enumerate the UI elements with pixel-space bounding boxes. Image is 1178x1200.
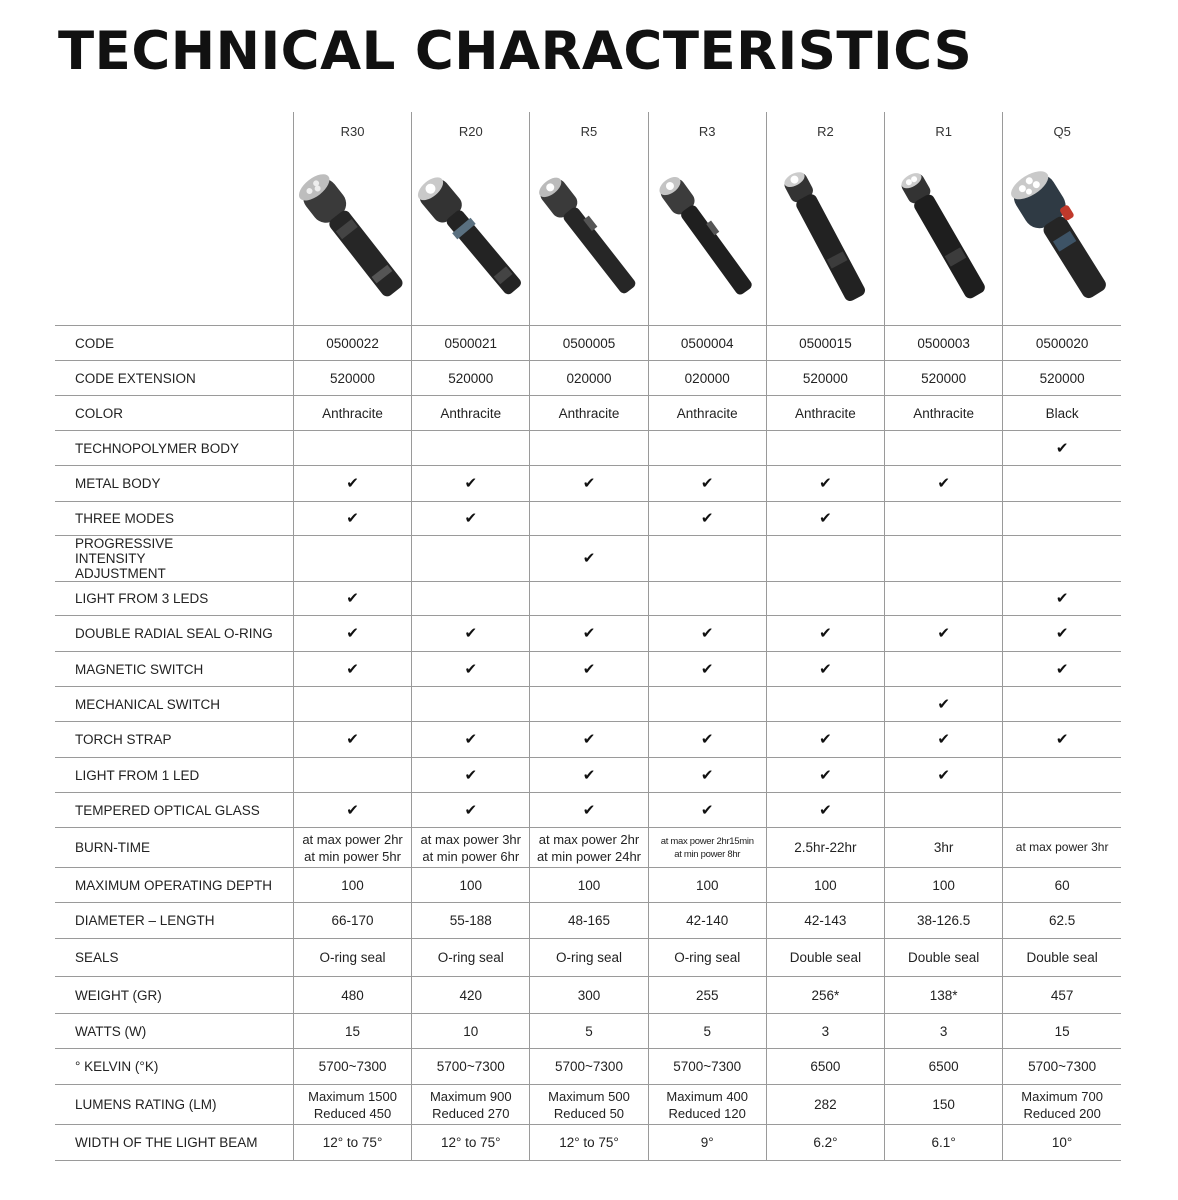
spec-cell: 3 xyxy=(885,1014,1003,1049)
checkmark-icon: ✔ xyxy=(346,800,359,819)
spec-cell: 15 xyxy=(1003,1014,1121,1049)
checkmark-icon: ✔ xyxy=(582,765,596,784)
flashlight-r30-image xyxy=(297,162,409,312)
spec-cell: 457 xyxy=(1003,977,1121,1014)
empty-cell xyxy=(648,431,766,466)
spec-table xyxy=(55,112,1121,1161)
checkmark-icon: ✔ xyxy=(937,624,950,642)
spec-row-tempered-optical-glass xyxy=(55,793,1121,828)
row-label: WEIGHT (GR) xyxy=(55,977,293,1014)
spec-cell-line: Reduced 200 xyxy=(1023,1105,1101,1121)
spec-cell: 60 xyxy=(1003,868,1121,903)
model-name: R30 xyxy=(340,124,365,139)
spec-row-maximum-operating-depth xyxy=(55,868,1121,903)
checkmark-icon: ✔ xyxy=(819,765,832,784)
check-cell xyxy=(648,722,766,758)
check-cell xyxy=(648,758,766,793)
empty-cell xyxy=(766,431,884,466)
empty-cell xyxy=(648,687,766,722)
spec-row-watts-w xyxy=(55,1014,1121,1049)
spec-cell: Anthracite xyxy=(412,396,530,431)
checkmark-icon: ✔ xyxy=(937,474,950,492)
spec-cell-line: at max power 2hr xyxy=(538,831,640,847)
spec-row-weight-gr xyxy=(55,977,1121,1014)
spec-cell: 150 xyxy=(885,1085,1003,1125)
spec-cell xyxy=(293,1085,411,1125)
flashlight-r1-image xyxy=(888,162,1000,312)
spec-cell: 100 xyxy=(293,868,411,903)
spec-cell: 48-165 xyxy=(530,903,648,939)
spec-cell: Anthracite xyxy=(293,396,411,431)
check-cell xyxy=(885,466,1003,502)
spec-cell: 42-143 xyxy=(766,903,884,939)
spec-cell: 520000 xyxy=(412,361,530,396)
empty-cell xyxy=(293,536,411,582)
check-cell xyxy=(412,652,530,687)
empty-cell xyxy=(648,582,766,616)
check-cell xyxy=(766,652,884,687)
empty-cell xyxy=(885,652,1003,687)
spec-cell-line: Maximum 1500 xyxy=(308,1088,397,1104)
spec-cell: 0500003 xyxy=(885,326,1003,361)
check-cell xyxy=(530,616,648,652)
check-cell xyxy=(530,722,648,758)
checkmark-icon: ✔ xyxy=(464,800,478,819)
spec-cell xyxy=(1003,1085,1121,1125)
checkmark-icon: ✔ xyxy=(700,659,714,678)
check-cell xyxy=(530,652,648,687)
row-label: METAL BODY xyxy=(55,466,293,502)
check-cell xyxy=(1003,722,1121,758)
spec-cell: 55-188 xyxy=(412,903,530,939)
empty-cell xyxy=(530,502,648,536)
model-header-q5 xyxy=(1003,112,1121,326)
row-label: LUMENS RATING (LM) xyxy=(55,1085,293,1125)
spec-cell: 12° to 75° xyxy=(412,1125,530,1161)
spec-row-three-modes xyxy=(55,502,1121,536)
empty-cell xyxy=(648,536,766,582)
checkmark-icon: ✔ xyxy=(1055,624,1069,642)
empty-cell xyxy=(885,431,1003,466)
check-cell xyxy=(766,793,884,828)
empty-cell xyxy=(885,582,1003,616)
checkmark-icon: ✔ xyxy=(464,474,478,492)
spec-cell-line: Reduced 50 xyxy=(553,1105,625,1121)
spec-cell-line: at max power 2hr15min xyxy=(660,835,754,847)
check-cell xyxy=(885,722,1003,758)
spec-row-width-of-the-light-beam xyxy=(55,1125,1121,1161)
spec-cell-line: Reduced 120 xyxy=(668,1105,746,1121)
spec-cell: 66-170 xyxy=(293,903,411,939)
check-cell xyxy=(648,652,766,687)
spec-cell: 12° to 75° xyxy=(293,1125,411,1161)
spec-cell: 5700~7300 xyxy=(648,1049,766,1085)
model-header-r2 xyxy=(766,112,884,326)
spec-cell xyxy=(648,828,766,868)
check-cell xyxy=(293,502,411,536)
spec-cell: 6500 xyxy=(885,1049,1003,1085)
checkmark-icon: ✔ xyxy=(582,474,596,492)
spec-cell: Double seal xyxy=(766,939,884,977)
spec-cell: Anthracite xyxy=(766,396,884,431)
spec-cell: 520000 xyxy=(1003,361,1121,396)
spec-cell: 520000 xyxy=(885,361,1003,396)
row-label: TECHNOPOLYMER BODY xyxy=(55,431,293,466)
spec-cell-line: Reduced 270 xyxy=(432,1105,510,1121)
spec-cell: 12° to 75° xyxy=(530,1125,648,1161)
spec-cell: 5 xyxy=(530,1014,648,1049)
checkmark-icon: ✔ xyxy=(464,509,478,527)
spec-cell xyxy=(530,1085,648,1125)
checkmark-icon: ✔ xyxy=(937,765,950,784)
check-cell xyxy=(1003,652,1121,687)
checkmark-icon: ✔ xyxy=(700,765,714,784)
spec-cell: 0500022 xyxy=(293,326,411,361)
check-cell xyxy=(1003,616,1121,652)
row-label: WATTS (W) xyxy=(55,1014,293,1049)
model-header-r5 xyxy=(530,112,648,326)
checkmark-icon: ✔ xyxy=(464,765,478,784)
spec-cell-line: Maximum 400 xyxy=(666,1088,749,1104)
checkmark-icon: ✔ xyxy=(1055,589,1069,607)
row-label-line: PROGRESSIVE INTENSITY ADJUSTMENT xyxy=(75,536,174,581)
row-label: TEMPERED OPTICAL GLASS xyxy=(55,793,293,828)
flashlight-r3-image xyxy=(651,162,763,312)
spec-cell: 0500020 xyxy=(1003,326,1121,361)
spec-cell: 10 xyxy=(412,1014,530,1049)
check-cell xyxy=(530,466,648,502)
spec-cell: 5700~7300 xyxy=(293,1049,411,1085)
checkmark-icon: ✔ xyxy=(346,624,359,642)
checkmark-icon: ✔ xyxy=(819,474,832,492)
spec-cell: Anthracite xyxy=(885,396,1003,431)
spec-cell xyxy=(530,828,648,868)
model-header-row xyxy=(55,112,1121,326)
check-cell xyxy=(293,652,411,687)
spec-row-lumens-rating-lm xyxy=(55,1085,1121,1125)
check-cell xyxy=(648,793,766,828)
spec-row-seals xyxy=(55,939,1121,977)
spec-cell: 100 xyxy=(412,868,530,903)
spec-cell: 6.1° xyxy=(885,1125,1003,1161)
row-label: CODE EXTENSION xyxy=(55,361,293,396)
spec-cell xyxy=(293,828,411,868)
check-cell xyxy=(648,466,766,502)
checkmark-icon: ✔ xyxy=(582,624,596,642)
spec-cell: 6500 xyxy=(766,1049,884,1085)
spec-cell-line: at min power 6hr xyxy=(422,848,520,864)
spec-row-kelvin-k xyxy=(55,1049,1121,1085)
check-cell xyxy=(1003,431,1121,466)
spec-cell: Black xyxy=(1003,396,1121,431)
spec-row-light-from-3-leds xyxy=(55,582,1121,616)
empty-cell xyxy=(293,758,411,793)
checkmark-icon: ✔ xyxy=(819,730,832,748)
check-cell xyxy=(412,722,530,758)
checkmark-icon: ✔ xyxy=(819,800,832,819)
check-cell xyxy=(293,793,411,828)
row-label: SEALS xyxy=(55,939,293,977)
spec-table-body xyxy=(55,326,1121,1161)
row-label: BURN-TIME xyxy=(55,828,293,868)
checkmark-icon: ✔ xyxy=(700,730,714,748)
checkmark-icon: ✔ xyxy=(346,509,359,527)
spec-cell: Double seal xyxy=(885,939,1003,977)
spec-cell: at max power 3hr xyxy=(1003,828,1121,868)
row-label: MAXIMUM OPERATING DEPTH xyxy=(55,868,293,903)
spec-cell: 300 xyxy=(530,977,648,1014)
checkmark-icon: ✔ xyxy=(700,474,714,492)
check-cell xyxy=(766,722,884,758)
spec-cell: 0500021 xyxy=(412,326,530,361)
spec-cell: 100 xyxy=(885,868,1003,903)
checkmark-icon: ✔ xyxy=(464,624,478,642)
check-cell xyxy=(293,466,411,502)
empty-cell xyxy=(1003,536,1121,582)
row-label: COLOR xyxy=(55,396,293,431)
check-cell xyxy=(885,758,1003,793)
spec-row-code xyxy=(55,326,1121,361)
spec-cell: O-ring seal xyxy=(412,939,530,977)
checkmark-icon: ✔ xyxy=(700,509,714,527)
empty-cell xyxy=(412,431,530,466)
spec-cell: 62.5 xyxy=(1003,903,1121,939)
check-cell xyxy=(412,502,530,536)
check-cell xyxy=(766,502,884,536)
spec-cell: 0500015 xyxy=(766,326,884,361)
check-cell xyxy=(885,687,1003,722)
empty-cell xyxy=(885,536,1003,582)
checkmark-icon: ✔ xyxy=(464,730,478,748)
spec-cell: 138* xyxy=(885,977,1003,1014)
checkmark-icon: ✔ xyxy=(582,730,596,748)
check-cell xyxy=(766,466,884,502)
flashlight-r2-image xyxy=(769,162,881,312)
row-label: DOUBLE RADIAL SEAL O-RING xyxy=(55,616,293,652)
spec-cell: 282 xyxy=(766,1085,884,1125)
row-label: LIGHT FROM 3 LEDS xyxy=(55,582,293,616)
empty-cell xyxy=(766,687,884,722)
spec-cell: Anthracite xyxy=(530,396,648,431)
spec-cell-line: Reduced 450 xyxy=(313,1105,392,1121)
row-label: THREE MODES xyxy=(55,502,293,536)
empty-cell xyxy=(885,502,1003,536)
spec-cell: 100 xyxy=(766,868,884,903)
check-cell xyxy=(530,536,648,582)
checkmark-icon: ✔ xyxy=(582,549,596,567)
empty-cell xyxy=(530,431,648,466)
spec-row-code-extension xyxy=(55,361,1121,396)
empty-cell xyxy=(293,431,411,466)
empty-cell xyxy=(1003,793,1121,828)
empty-cell xyxy=(530,687,648,722)
spec-cell-line: at max power 3hr xyxy=(420,831,521,847)
spec-cell-line: Maximum 700 xyxy=(1021,1088,1103,1104)
empty-cell xyxy=(1003,502,1121,536)
spec-row-magnetic-switch xyxy=(55,652,1121,687)
checkmark-icon: ✔ xyxy=(464,659,478,678)
spec-cell: 5700~7300 xyxy=(1003,1049,1121,1085)
spec-row-color xyxy=(55,396,1121,431)
flashlight-r5-image xyxy=(533,162,645,312)
spec-cell: 520000 xyxy=(293,361,411,396)
spec-cell: 100 xyxy=(530,868,648,903)
spec-cell: O-ring seal xyxy=(293,939,411,977)
model-header-r30 xyxy=(293,112,411,326)
check-cell xyxy=(293,722,411,758)
spec-cell: 020000 xyxy=(530,361,648,396)
check-cell xyxy=(530,758,648,793)
checkmark-icon: ✔ xyxy=(819,659,832,678)
check-cell xyxy=(648,502,766,536)
row-label: DIAMETER – LENGTH xyxy=(55,903,293,939)
spec-row-technopolymer-body xyxy=(55,431,1121,466)
row-label: MECHANICAL SWITCH xyxy=(55,687,293,722)
spec-cell-line: at min power 24hr xyxy=(536,848,642,864)
check-cell xyxy=(293,582,411,616)
spec-cell: 255 xyxy=(648,977,766,1014)
empty-cell xyxy=(412,582,530,616)
spec-cell: 6.2° xyxy=(766,1125,884,1161)
spec-cell: 100 xyxy=(648,868,766,903)
check-cell xyxy=(293,616,411,652)
empty-cell xyxy=(766,582,884,616)
checkmark-icon: ✔ xyxy=(582,659,596,678)
spec-row-metal-body xyxy=(55,466,1121,502)
spec-cell: 5 xyxy=(648,1014,766,1049)
empty-cell xyxy=(293,687,411,722)
checkmark-icon: ✔ xyxy=(346,474,359,492)
checkmark-icon: ✔ xyxy=(700,800,714,819)
spec-cell: 520000 xyxy=(766,361,884,396)
spec-row-double-radial-seal-o-ring xyxy=(55,616,1121,652)
empty-cell xyxy=(1003,758,1121,793)
spec-row-diameter-length xyxy=(55,903,1121,939)
spec-row-progressive-intensity-adjustment xyxy=(55,536,1121,582)
model-name: R20 xyxy=(458,124,483,139)
page-title: TECHNICAL CHARACTERISTICS xyxy=(58,21,973,82)
check-cell xyxy=(412,793,530,828)
checkmark-icon: ✔ xyxy=(1055,730,1069,748)
check-cell xyxy=(885,616,1003,652)
spec-cell: 256* xyxy=(766,977,884,1014)
model-name: R3 xyxy=(698,124,716,139)
check-cell xyxy=(766,758,884,793)
model-name: R2 xyxy=(817,124,834,139)
spec-row-burn-time xyxy=(55,828,1121,868)
flashlight-q5-image xyxy=(1006,162,1118,312)
row-label: ° KELVIN (°K) xyxy=(55,1049,293,1085)
row-label: CODE xyxy=(55,326,293,361)
model-header-r20 xyxy=(412,112,530,326)
spec-cell: 480 xyxy=(293,977,411,1014)
model-name: R1 xyxy=(935,124,952,139)
check-cell xyxy=(412,758,530,793)
checkmark-icon: ✔ xyxy=(346,730,359,748)
check-cell xyxy=(412,616,530,652)
spec-cell-line: Maximum 900 xyxy=(429,1088,512,1104)
empty-cell xyxy=(885,793,1003,828)
checkmark-icon: ✔ xyxy=(1055,659,1069,678)
check-cell xyxy=(648,616,766,652)
spec-cell: 020000 xyxy=(648,361,766,396)
model-name: R5 xyxy=(580,124,598,139)
empty-cell xyxy=(412,536,530,582)
spec-cell: 5700~7300 xyxy=(530,1049,648,1085)
row-label: LIGHT FROM 1 LED xyxy=(55,758,293,793)
model-name: Q5 xyxy=(1053,124,1071,139)
row-label: WIDTH OF THE LIGHT BEAM xyxy=(55,1125,293,1161)
spec-row-mechanical-switch xyxy=(55,687,1121,722)
row-label: MAGNETIC SWITCH xyxy=(55,652,293,687)
spec-cell xyxy=(648,1085,766,1125)
empty-cell xyxy=(412,687,530,722)
model-header-r3 xyxy=(648,112,766,326)
spec-cell: 3 xyxy=(766,1014,884,1049)
check-cell xyxy=(1003,582,1121,616)
spec-cell: 10° xyxy=(1003,1125,1121,1161)
spec-cell xyxy=(412,828,530,868)
spec-cell: 5700~7300 xyxy=(412,1049,530,1085)
empty-cell xyxy=(530,582,648,616)
checkmark-icon: ✔ xyxy=(1055,438,1069,457)
spec-cell: 0500004 xyxy=(648,326,766,361)
row-label xyxy=(55,536,293,582)
checkmark-icon: ✔ xyxy=(819,509,832,527)
spec-row-light-from-1-led xyxy=(55,758,1121,793)
spec-cell xyxy=(412,1085,530,1125)
checkmark-icon: ✔ xyxy=(346,589,359,607)
empty-cell xyxy=(1003,687,1121,722)
header-blank-cell xyxy=(55,112,293,326)
checkmark-icon: ✔ xyxy=(937,730,950,748)
model-header-r1 xyxy=(885,112,1003,326)
spec-cell: 2.5hr-22hr xyxy=(766,828,884,868)
check-cell xyxy=(530,793,648,828)
empty-cell xyxy=(1003,466,1121,502)
checkmark-icon: ✔ xyxy=(582,800,596,819)
spec-cell-line: Maximum 500 xyxy=(548,1088,630,1104)
spec-cell: 9° xyxy=(648,1125,766,1161)
check-cell xyxy=(766,616,884,652)
spec-cell: 42-140 xyxy=(648,903,766,939)
checkmark-icon: ✔ xyxy=(700,624,714,642)
spec-cell: 3hr xyxy=(885,828,1003,868)
row-label: TORCH STRAP xyxy=(55,722,293,758)
spec-cell: O-ring seal xyxy=(530,939,648,977)
spec-cell: 420 xyxy=(412,977,530,1014)
checkmark-icon: ✔ xyxy=(937,694,950,713)
checkmark-icon: ✔ xyxy=(819,624,832,642)
spec-cell-line: at min power 8hr xyxy=(674,848,741,860)
spec-cell: O-ring seal xyxy=(648,939,766,977)
spec-cell: 38-126.5 xyxy=(885,903,1003,939)
checkmark-icon: ✔ xyxy=(346,659,359,678)
empty-cell xyxy=(766,536,884,582)
spec-cell: 15 xyxy=(293,1014,411,1049)
spec-cell: Double seal xyxy=(1003,939,1121,977)
spec-cell: 0500005 xyxy=(530,326,648,361)
spec-cell-line: at min power 5hr xyxy=(304,848,401,864)
check-cell xyxy=(412,466,530,502)
spec-row-torch-strap xyxy=(55,722,1121,758)
spec-cell-line: at max power 2hr xyxy=(302,831,403,847)
spec-cell: Anthracite xyxy=(648,396,766,431)
flashlight-r20-image xyxy=(415,162,527,312)
